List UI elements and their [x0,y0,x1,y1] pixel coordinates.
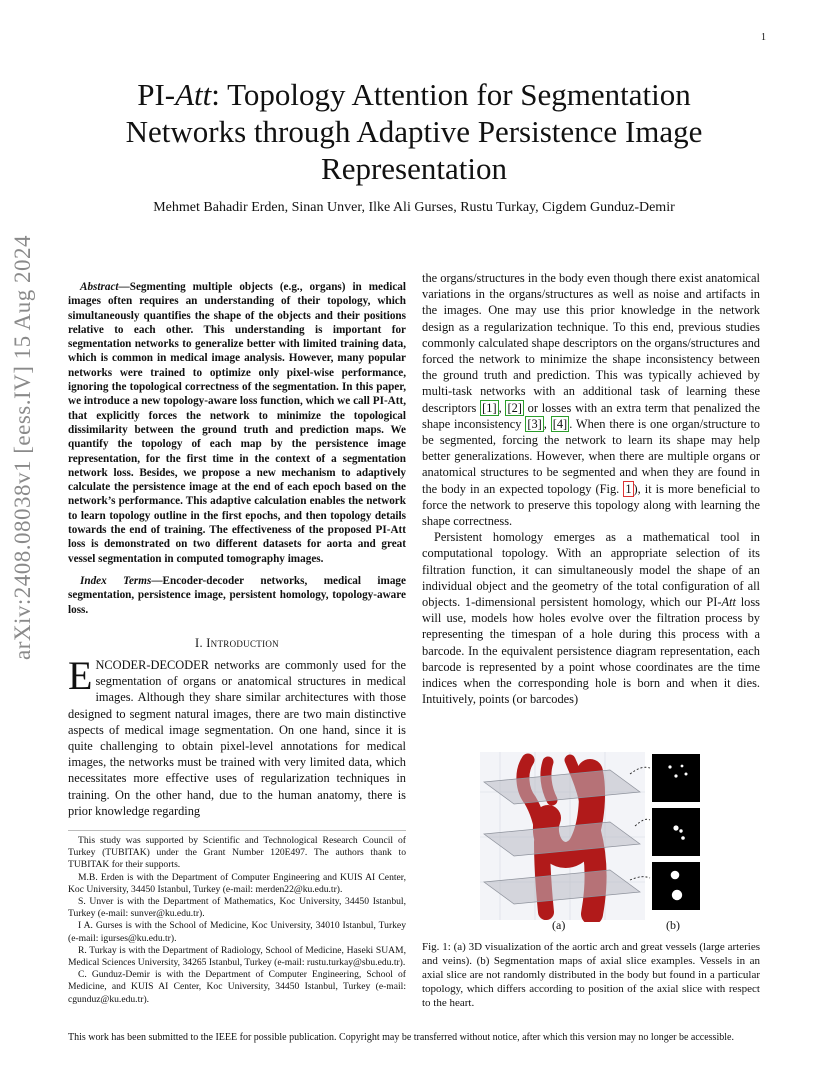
index-terms-label: Index Terms [80,574,152,587]
paper-title [100,76,728,187]
text-run: , [498,400,506,415]
page-number: 1 [761,32,766,43]
segmentation-map-top [652,754,700,802]
citation-link[interactable]: [1] [482,400,497,415]
text-run: the organs/structures in the body even though there exist anatomical variations in the organs/structures as well as noise and artifacts in the images. One may use this prior knowledge in the network design as a regularization technique. To this end, previous studies commonly calculated shape descriptors on the organs/structures and forced the network to minimize the shape inconsistency between the ground truth and prediction. This was typically achieved by multi-task networks with an additional task of learning these descriptors [422,271,760,415]
intro-paragraph [68,653,406,819]
abstract-label: Abstract [80,281,119,293]
section-heading [68,635,406,651]
intro-caps: NCODER-DECODER [95,658,210,673]
segmentation-map-bottom [652,862,700,910]
right-column [422,270,760,707]
text-run: loss will use, models how holes evolve over the filtration process by representing the timespan of a hole during this process with a barcode. In the equivalent persistence diagram representation, each barcode is represented by a point whose coordinates are the time indices when the corresponding hole is born and when it dies. Intuitively, points (or barcodes) [422,595,760,707]
citation-link[interactable]: [4] [552,416,568,431]
title-rest: : Topology Attention for Segmentation Networks through Adaptive Persistence Image Representation [125,77,703,186]
segmentation-maps [652,754,700,910]
figure-label-b: (b) [666,918,680,932]
text-run: Att [721,595,736,610]
text-run: ), it is more beneficial to force the network to preserve this topology along with learning the shape correctness. [422,481,760,529]
footnote: S. Unver is with the Department of Mathematics, Koc University, 34450 Istanbul, Turkey (e-mail: sunver@ku.edu.tr). [68,896,406,920]
right-paragraph-2 [422,529,760,707]
footnote: This study was supported by Scientific and Technological Research Council of Turkey (TUBITAK) under the Grant Number 120E497. The authors thank to TUBITAK for their supports. [68,835,406,871]
left-column [68,280,406,819]
footnote: I A. Gurses is with the School of Medicine, Koc University, 34010 Istanbul, Turkey (e-mail: igurses@ku.edu.tr). [68,920,406,944]
figure-reference-link[interactable]: 1 [625,481,632,496]
title-prefix: PI- [137,77,176,112]
arxiv-sidebar-id[interactable]: arXiv:2408.08038v1 [eess.IV] 15 Aug 2024 [10,234,35,660]
submission-note: This work has been submitted to the IEEE for possible publication. Copyright may be transferred without notice, after which this version may no longer be accessible. [68,1032,734,1043]
right-paragraph-1 [422,270,760,529]
axial-planes [484,770,640,904]
footnote: M.B. Erden is with the Department of Computer Engineering and KUIS AI Center, Koc University, 34450 Istanbul, Turkey (e-mail: merden22@ku.edu.tr). [68,871,406,895]
text-run: Persistent homology emerges as a mathematical tool in computational topology. With an appropriate selection of its filtration function, it can simultaneously model the shape of an individual object and the geometry of the total configuration of all objects. 1-dimensional persistent homology, which our PI- [422,530,760,610]
index-terms [68,574,406,617]
footnote: C. Gunduz-Demir is with the Department of Computer Engineering, School of Medicine, and KUIS AI Center, Koc University, 34450 Istanbul, Turkey (e-mail: cgunduz@ku.edu.tr). [68,969,406,1005]
index-terms-text: —Encoder-decoder networks, medical image segmentation, persistence image, persistent homology, topology-aware loss. [68,574,406,616]
figure-label-a: (a) [552,918,566,932]
abstract-text: —Segmenting multiple objects (e.g., organs) in medical images often requires an understanding of their topology, which simultaneously quantifies the shape of the objects and their positions relative to each other. This understanding is important for segmentation networks to generalize better with limited training data, which is common in medical image analysis. However, many popular networks were trained to optimize only pixel-wise performance, ignoring the topological correctness of the segmentation. In this paper, we introduce a new topology-aware loss function, which we call PI-Att, that explicitly forces the network to minimize the topological dissimilarity between the ground truth and prediction maps. We quantify the topology of each map by the persistence image representation, for the first time in the context of a segmentation network loss. Besides, we propose a new mechanism to adaptively calculate the persistence image at the end of each epoch based on the network’s performance. This adaptive calculation enables the network to learn topology outline in the first epochs, and then topology details towards the end of training. The effectiveness of the proposed PI-Att loss is demonstrated on two different datasets for aorta and great vessel segmentation in computed tomography images. [68,281,406,565]
footnote: R. Turkay is with the Department of Radiology, School of Medicine, Haseki SUAM, Medical Sciences University, 34265 Istanbul, Turkey (e-mail: rustu.turkay@sbu.edu.tr). [68,944,406,969]
section-title: Introduction [206,635,279,650]
figure-1 [480,752,760,930]
abstract [68,280,406,566]
figure-1-graphic [480,752,760,922]
citation-link[interactable]: [2] [507,400,522,415]
section-number: I. [195,635,203,650]
title-italic: Att [175,77,212,112]
drop-cap: E [68,653,93,699]
text-run: , [543,416,551,431]
segmentation-map-middle [652,808,700,856]
intro-text: networks are commonly used for the segmentation of organs or anatomical structures in medical images. Although they share similar architectures with those designed to segment natural images, there are two main distinctive aspects of medical image segmentation. On one hand, since it is quite challenging to obtain pixel-level annotations for medical images, the networks must be trained with very limited data, which necessitates more effective uses of regularization techniques in training. On the other hand, due to the human anatomy, there is prior knowledge regarding [68,658,406,818]
figure-caption: Fig. 1: (a) 3D visualization of the aortic arch and great vessels (large arteries and veins). (b) Segmentation maps of axial slice examples. Vessels in an axial slice are not randomly distributed in the body but found in a particular topology, which differs according to position of the axial slice with respect to the heart. [422,941,760,1009]
text-run: . When there is one organ/structure to be segmented, forcing the network to learn its shape may help better generalizations. However, when there are multiple organs or anatomical structures to be segmented and when they are found in the body in an expected topology (Fig. [422,416,760,496]
text-run: or losses with an extra term that penalized the shape inconsistency [422,400,760,431]
citation-link[interactable]: [3] [527,416,542,431]
author-list: Mehmet Bahadir Erden, Sinan Unver, Ilke Ali Gurses, Rustu Turkay, Cigdem Gunduz-Demir [153,200,675,215]
footnotes [68,830,406,1006]
